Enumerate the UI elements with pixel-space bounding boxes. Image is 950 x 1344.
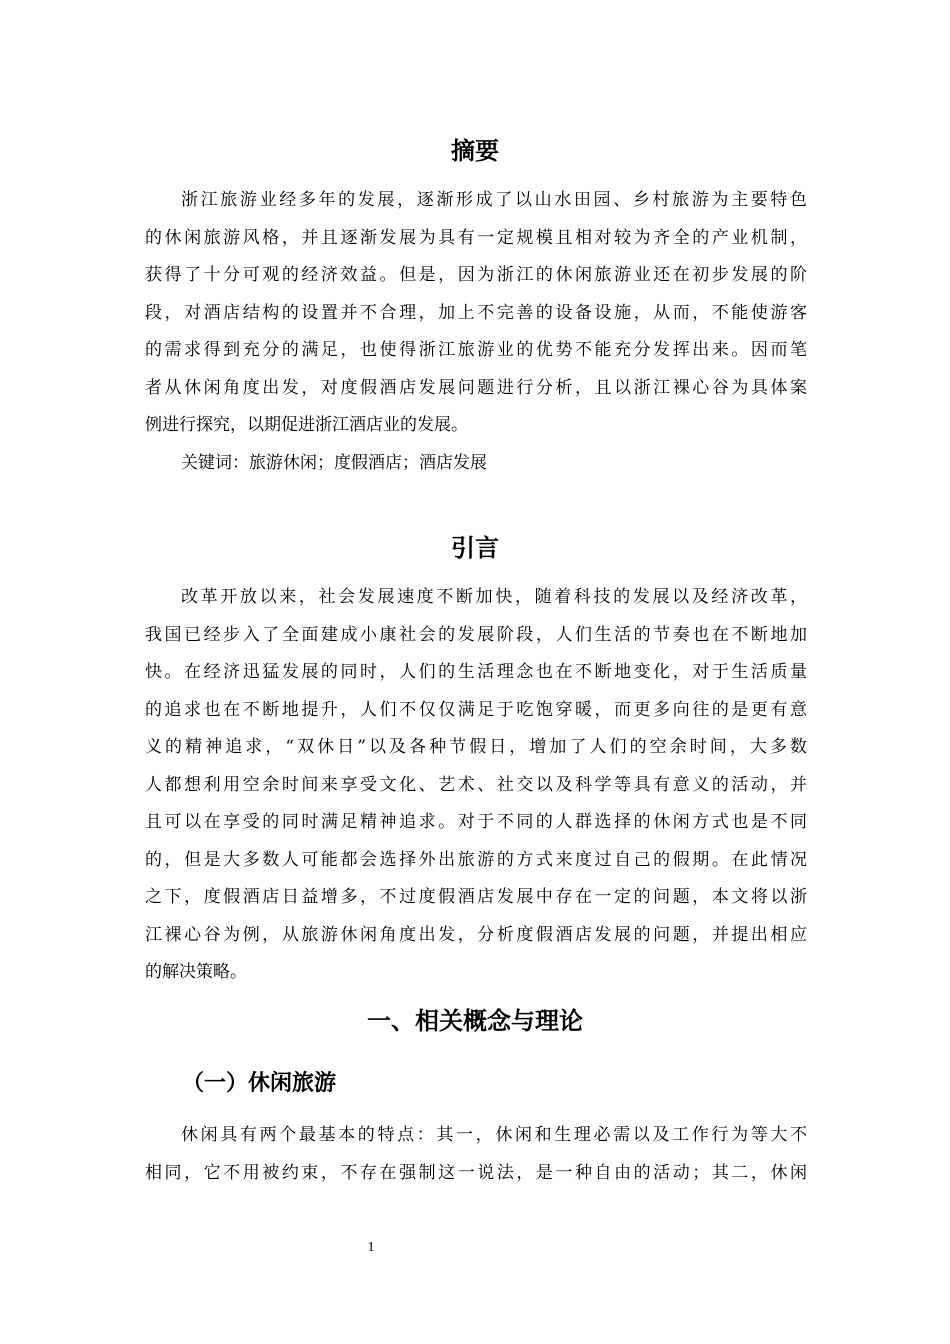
paragraph-line: 段，对酒店结构的设置并不合理，加上不完善的设备设施，从而，不能使游客 xyxy=(145,302,807,323)
paragraph-line: 相同，它不用被约束，不存在强制这一说法，是一种自由的活动；其二，休闲 xyxy=(145,1162,807,1183)
paragraph-line: 的需求得到充分的满足，也使得浙江旅游业的优势不能充分发挥出来。因而笔 xyxy=(145,340,807,360)
page-number: 1 xyxy=(367,1240,375,1255)
paragraph-line: 获得了十分可观的经济效益。但是，因为浙江的休闲旅游业还在初步发展的阶 xyxy=(145,265,807,285)
paragraph-line: 的，但是大多数人可能都会选择外出旅游的方式来度过自己的假期。在此情况 xyxy=(145,849,807,870)
introduction-title: 引言 xyxy=(451,534,499,562)
subsection-paragraph xyxy=(145,1117,807,1192)
paragraph-line: 且可以在享受的同时满足精神追求。对于不同的人群选择的休闲方式也是不同 xyxy=(145,812,807,832)
paragraph-line: 的解决策略。 xyxy=(145,962,247,982)
paragraph-line: 的追求也在不断地提升，人们不仅仅满足于吃饱穿暖，而更多向往的是更有意 xyxy=(145,699,807,720)
keywords-line: 关键词：旅游休闲；度假酒店；酒店发展 xyxy=(181,453,487,473)
paragraph-line: 快。在经济迅猛发展的同时，人们的生活理念也在不断地变化，对于生活质量 xyxy=(145,662,807,682)
paragraph-line: 江裸心谷为例，从旅游休闲角度出发，分析度假酒店发展的问题，并提出相应 xyxy=(145,924,807,945)
abstract-paragraph xyxy=(145,182,807,445)
section-title: 一、相关概念与理论 xyxy=(367,1007,583,1035)
introduction-paragraph xyxy=(145,579,807,992)
paragraph-line: 改革开放以来，社会发展速度不断加快，随着科技的发展以及经济改革， xyxy=(181,587,807,607)
paragraph-line: 我国已经步入了全面建成小康社会的发展阶段，人们生活的节奏也在不断地加 xyxy=(145,624,807,645)
paragraph-line: 人都想利用空余时间来享受文化、艺术、社交以及科学等具有意义的活动，并 xyxy=(145,774,807,795)
abstract-title: 摘要 xyxy=(451,137,499,165)
subsection-title: （一）休闲旅游 xyxy=(182,1071,337,1096)
paragraph-line: 之下，度假酒店日益增多，不过度假酒店发展中存在一定的问题，本文将以浙 xyxy=(145,887,807,907)
paragraph-line: 者从休闲角度出发，对度假酒店发展问题进行分析，且以浙江裸心谷为具体案 xyxy=(145,377,807,398)
paragraph-line: 浙江旅游业经多年的发展，逐渐形成了以山水田园、乡村旅游为主要特色 xyxy=(181,190,807,210)
paragraph-line: 义的精神追求，“双休日”以及各种节假日，增加了人们的空余时间，大多数 xyxy=(145,737,807,757)
paragraph-line: 休闲具有两个最基本的特点：其一，休闲和生理必需以及工作行为等大不 xyxy=(181,1125,807,1145)
paragraph-line: 例进行探究，以期促进浙江酒店业的发展。 xyxy=(145,415,468,435)
paragraph-line: 的休闲旅游风格，并且逐渐发展为具有一定规模且相对较为齐全的产业机制， xyxy=(145,227,807,248)
